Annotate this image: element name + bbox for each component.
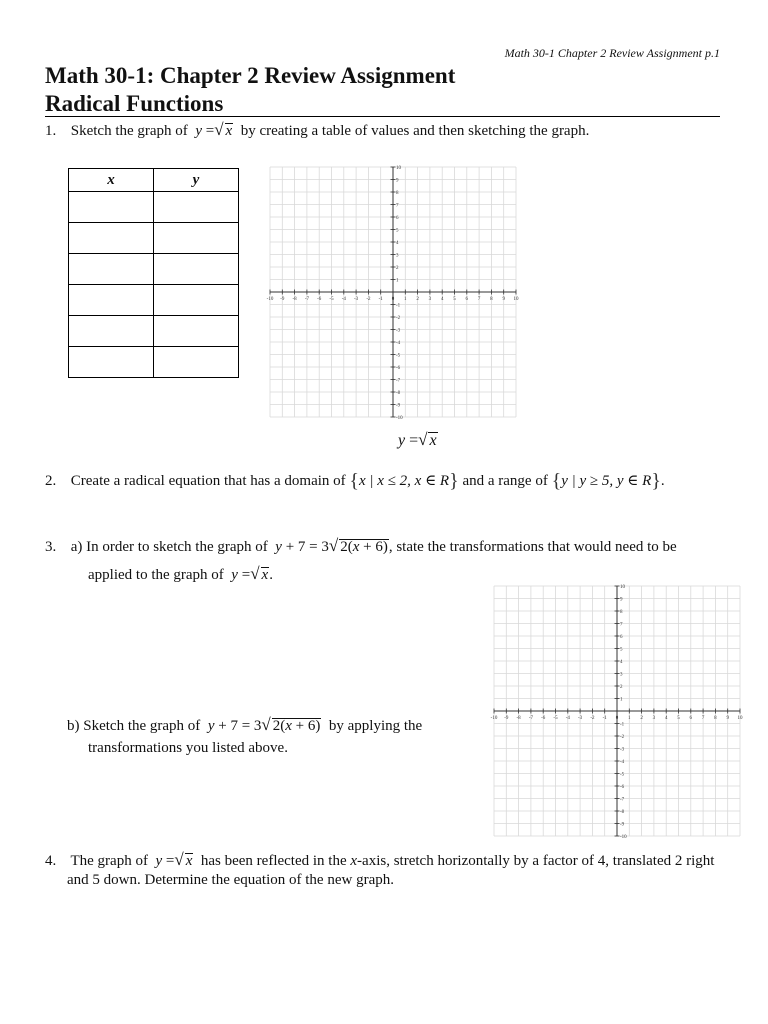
table-body [69,192,239,378]
x-tick-label: 4 [664,716,668,721]
part-b-label: b) [67,718,80,734]
x-tick-label: 8 [490,297,493,302]
x-tick-label: -7 [528,716,533,721]
question-number: 3. [45,539,57,555]
y-tick-label: -4 [620,760,625,765]
question-4-axis-word: x [350,853,358,869]
equation-transformed: y + 7 = 3√ 2(x + 6) [271,536,388,555]
x-tick-label: 1 [628,716,631,721]
x-tick-label: 5 [453,297,456,302]
y-tick-label: 1 [396,278,399,284]
question-1 [45,119,725,142]
question-2-text-middle: and a range of [462,473,548,489]
x-tick-label: 0 [615,716,619,721]
y-tick-label: -10 [396,416,403,421]
y-tick-label: -8 [396,391,401,396]
table-cell [69,285,154,316]
x-tick-label: -6 [317,297,322,302]
x-tick-label: -4 [341,297,346,302]
range-set: {y | y ≥ 5, y ∈ R} [551,470,661,492]
question-3a-line2-before: applied to the graph of [88,567,224,583]
x-tick-label: -10 [490,716,498,721]
x-tick-label: -3 [578,716,583,721]
table-row [69,285,239,316]
question-4 [45,849,735,872]
question-number: 4. [45,853,57,869]
x-tick-label: -5 [553,716,558,721]
y-tick-label: 3 [396,253,399,259]
x-tick-label: 1 [404,297,407,302]
table-cell [154,223,239,254]
table-cell [69,192,154,223]
title-line-2: Radical Functions [45,91,224,116]
table-row [69,192,239,223]
coordinate-grid-2 [490,582,744,840]
x-tick-label: -9 [280,297,285,302]
table-row [69,254,239,285]
question-3a-text-after: , state the transformations that would need to be [388,539,677,555]
x-tick-label: -6 [541,716,546,721]
y-tick-label: 3 [620,672,623,678]
question-number: 2. [45,473,57,489]
y-tick-label: 10 [620,585,625,590]
graph-caption: y =√ x [398,430,437,449]
table-cell [69,316,154,347]
table-header-y: y [154,169,239,192]
equation-transformed: y + 7 = 3√ 2(x + 6) [204,715,321,734]
y-tick-label: -1 [620,722,625,728]
question-1-text-before: Sketch the graph of [70,123,188,139]
x-tick-label: -2 [366,297,371,302]
x-tick-label: 2 [640,716,643,721]
x-tick-label: -3 [354,297,359,302]
x-tick-label: 3 [652,716,656,721]
x-tick-label: -8 [292,297,297,302]
question-2-period: . [660,473,665,489]
y-tick-label: 9 [620,597,623,603]
x-tick-label: 5 [677,716,680,721]
page-header-note: Math 30-1 Chapter 2 Review Assignment p.1 [504,46,720,60]
question-3b-text-before: Sketch the graph of [83,718,201,734]
x-tick-label: -1 [602,716,607,721]
range-set-text: y | y ≥ 5, y ∈ R [561,473,652,489]
table-of-values [68,168,239,378]
question-2 [45,471,735,492]
x-tick-label: 10 [513,297,519,302]
y-tick-label: 10 [396,166,401,171]
y-tick-label: -6 [396,366,401,371]
y-tick-label: -2 [396,316,401,321]
x-tick-label: 8 [714,716,717,721]
part-a-label: a) [70,539,83,555]
question-number: 1. [45,123,57,139]
question-3a-text-before: In order to sketch the graph of [86,539,268,555]
table-cell [154,285,239,316]
domain-set: {x | x ≤ 2, x ∈ R} [349,470,459,492]
table-cell [154,254,239,285]
table-row [69,316,239,347]
y-tick-label: -3 [396,328,401,334]
x-tick-label: -10 [266,297,274,302]
title-rule [45,116,720,117]
question-4-text-mid2: -axis, stretch horizontally by a factor of 4, translated 2 right [357,853,715,869]
x-tick-label: -7 [304,297,309,302]
y-tick-label: -7 [396,378,401,384]
y-tick-label: -9 [620,822,625,828]
x-tick-label: 10 [737,716,743,721]
y-tick-label: 8 [620,610,623,615]
y-tick-label: 5 [620,647,623,653]
y-tick-label: -7 [620,797,625,803]
question-2-text-before: Create a radical equation that has a domain of [70,473,346,489]
page-title [45,62,455,118]
y-tick-label: -3 [620,747,625,753]
question-4-text-before: The graph of [70,853,148,869]
table-cell [154,347,239,378]
y-tick-label: 6 [396,216,399,221]
x-tick-label: 7 [701,716,705,721]
x-tick-label: 3 [428,297,432,302]
x-tick-label: 6 [465,297,469,302]
y-tick-label: 4 [396,241,399,246]
x-tick-label: 4 [440,297,444,302]
y-tick-label: 7 [620,622,623,628]
equation-y-sqrt-x: y =√ x [191,120,233,139]
x-tick-label: 0 [391,297,395,302]
x-tick-label: -4 [565,716,570,721]
y-tick-label: 8 [396,191,399,196]
table-cell [69,254,154,285]
table-cell [69,223,154,254]
y-tick-label: 1 [620,697,623,703]
title-line-1: Math 30-1: Chapter 2 Review Assignment [45,63,456,88]
table-cell [154,316,239,347]
y-tick-label: 6 [620,635,623,640]
x-tick-label: 2 [416,297,419,302]
x-tick-label: 6 [689,716,693,721]
question-4-line-2: and 5 down. Determine the equation of the new graph. [67,872,394,888]
y-tick-label: 5 [396,228,399,234]
y-tick-label: -6 [620,785,625,790]
x-tick-label: -5 [329,297,334,302]
y-tick-label: 7 [396,203,399,209]
equation-y-sqrt-x: y =√ x [227,564,269,583]
y-tick-label: 9 [396,178,399,184]
question-3b-line-2: transformations you listed above. [88,740,288,756]
x-tick-label: -1 [378,297,383,302]
equation-y-sqrt-x: y =√ x [151,850,193,869]
table-row [69,223,239,254]
table-cell [69,347,154,378]
question-3a [45,535,735,558]
y-tick-label: -5 [396,353,401,359]
table-cell [154,192,239,223]
y-tick-label: 2 [396,266,399,271]
x-tick-label: -8 [516,716,521,721]
question-1-text-after: by creating a table of values and then sketching the graph. [240,123,590,139]
y-tick-label: 4 [620,660,623,665]
x-tick-label: -9 [504,716,509,721]
x-tick-label: -2 [590,716,595,721]
y-tick-label: -9 [396,403,401,409]
y-tick-label: -2 [620,735,625,740]
question-4-text-mid1: has been reflected in the [200,853,347,869]
question-3b [67,714,487,737]
question-3b-text-after: by applying the [328,718,423,734]
x-tick-label: 9 [502,297,505,302]
y-tick-label: -4 [396,341,401,346]
domain-set-text: x | x ≤ 2, x ∈ R [359,473,450,489]
table-row [69,347,239,378]
table-header-x: x [69,169,154,192]
coordinate-grid-1 [266,163,520,421]
x-tick-label: 7 [477,297,481,302]
x-tick-label: 9 [726,716,729,721]
y-tick-label: -5 [620,772,625,778]
y-tick-label: -1 [396,303,401,309]
question-3a-period: . [269,567,273,583]
y-tick-label: 2 [620,685,623,690]
y-tick-label: -10 [620,835,627,840]
y-tick-label: -8 [620,810,625,815]
